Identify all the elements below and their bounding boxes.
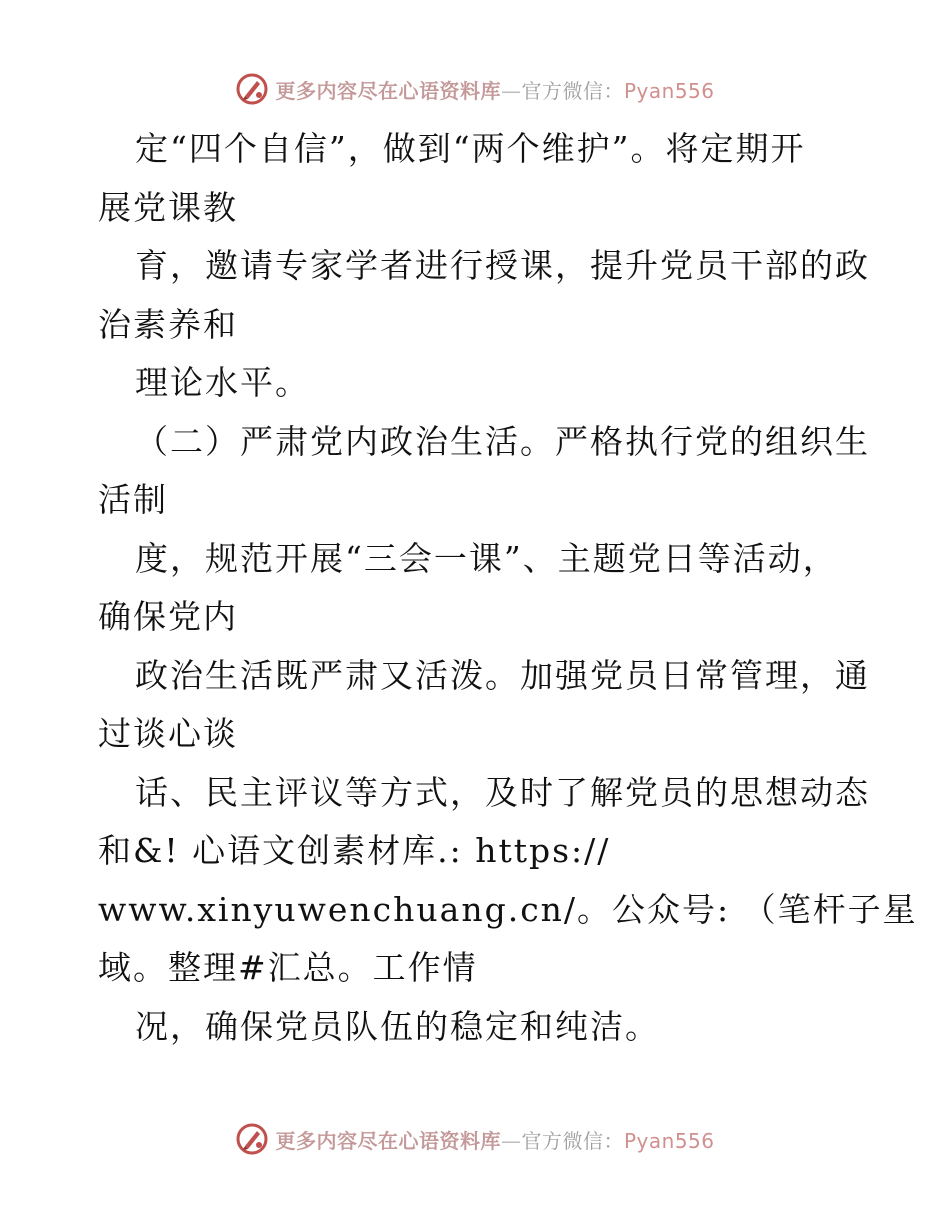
watermark-wechat-id: Pyan556: [623, 1128, 715, 1153]
watermark-title: 更多内容尽在心语资料库: [275, 1128, 501, 1153]
footer-watermark: [0, 1122, 950, 1156]
watermark-separator: —: [500, 1128, 522, 1153]
body-line: www.xinyuwenchuang.cn/。公众号: （笔杆子星: [98, 889, 918, 929]
body-line: 和&! 心语文创素材库.: https://: [98, 831, 611, 870]
body-line: 展党课教: [98, 187, 238, 227]
body-line: 治素养和: [98, 304, 238, 344]
watermark-separator: —: [500, 78, 522, 103]
body-line: 况，确保党员队伍的稳定和纯洁。: [135, 1006, 660, 1046]
watermark-wechat-label: 官方微信：: [521, 1128, 624, 1153]
body-line: 过谈心谈: [98, 714, 238, 753]
body-line: 话、民主评议等方式，及时了解党员的思想动态: [135, 772, 870, 812]
document-body: [98, 120, 918, 1056]
section-heading-line: （二）严肃党内政治生活。严格执行党的组织生: [135, 421, 870, 461]
body-line: 理论水平。: [135, 363, 310, 402]
watermark-title: 更多内容尽在心语资料库: [275, 78, 501, 103]
pen-logo-icon: [235, 72, 269, 106]
body-line: 育，邀请专家学者进行授课，提升党员干部的政: [135, 246, 870, 285]
header-watermark: [0, 72, 950, 106]
pen-logo-icon: [235, 1122, 269, 1156]
watermark-text: [275, 75, 714, 104]
watermark-wechat-label: 官方微信：: [521, 78, 624, 103]
body-line: 域。整理#汇总。工作情: [98, 948, 478, 987]
watermark-text: [275, 1125, 714, 1154]
body-line: 度，规范开展“三会一课”、主题党日等活动，: [135, 538, 838, 578]
watermark-wechat-id: Pyan556: [623, 78, 715, 103]
body-line: 确保党内: [98, 597, 238, 636]
body-line: 定“四个自信”，做到“两个维护”。将定期开: [135, 129, 806, 168]
body-line: 活制: [98, 480, 168, 519]
body-line: 政治生活既严肃又活泼。加强党员日常管理，通: [135, 655, 870, 695]
